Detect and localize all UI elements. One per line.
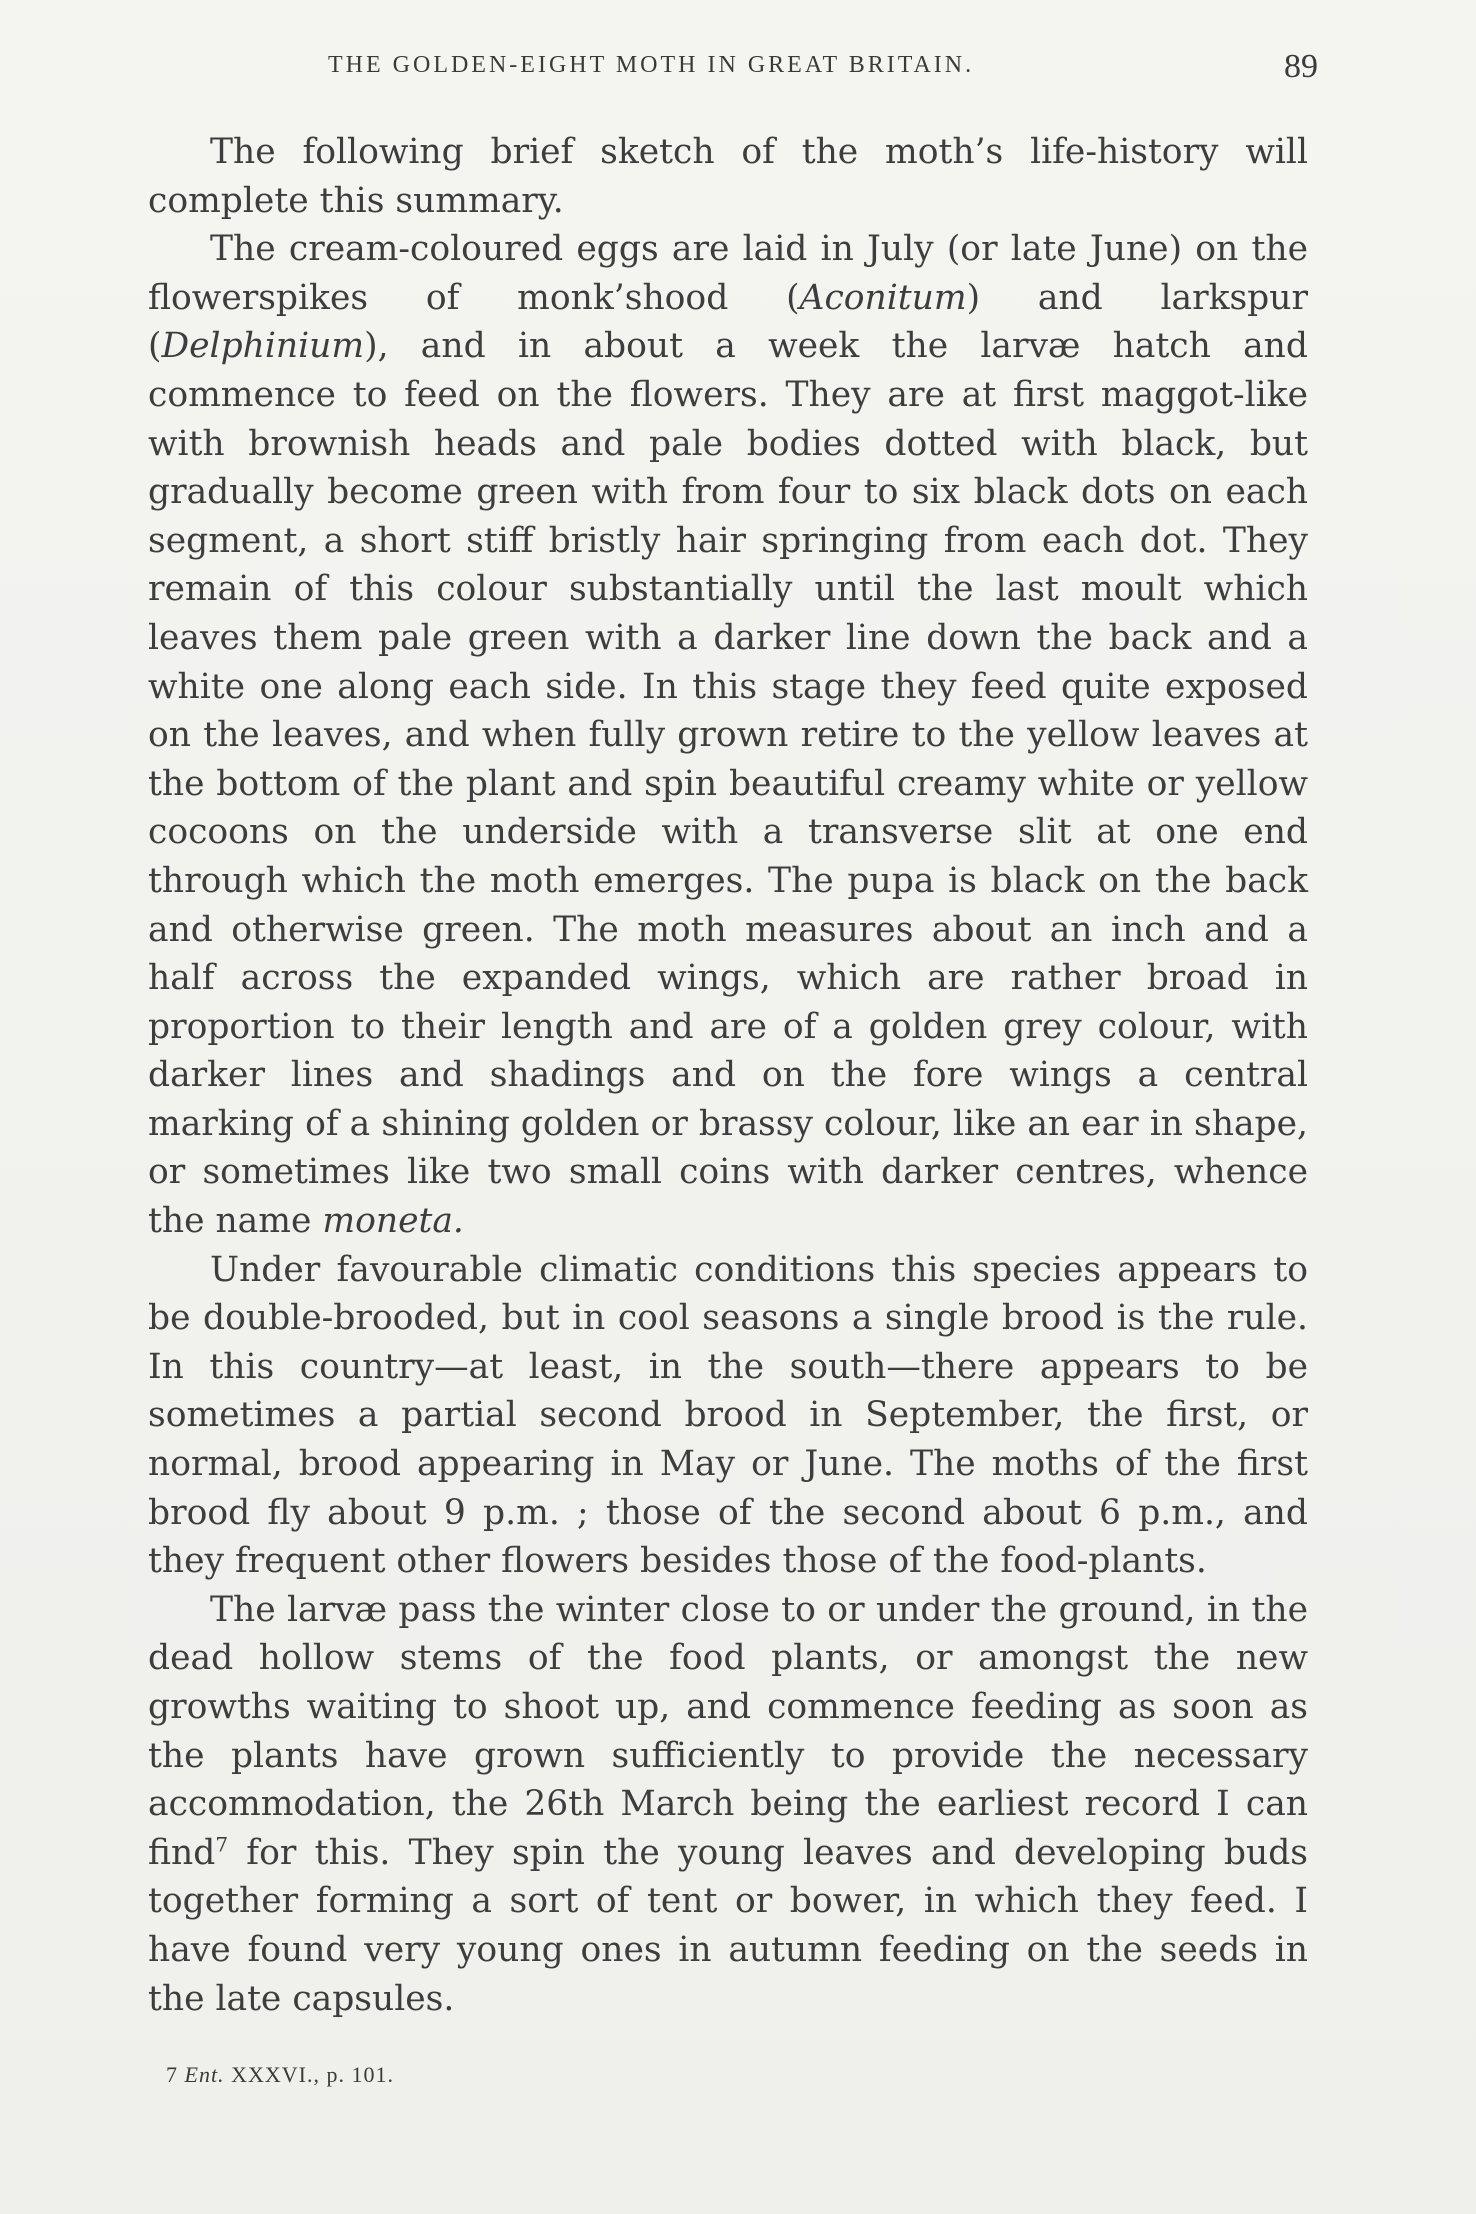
genus-delphinium: Delphinium [161, 326, 365, 367]
life-history-text-c: ), and in about a week the larvæ hatch and commence to feed on the flowers. They are at first maggot-like with brownish heads and pale bodies dotted with black, but gradually become green with from four to six black dots on each segment, a short stiff bristly hair springing from each dot. They remain of this colour substantially until the last moult which leaves them pale green with a darker line down the back and a white one along each side. In this stage they feed quite exposed on the leaves, and when fully grown retire to the yellow leaves at the bottom of the plant and spin beautiful creamy white or yellow cocoons on the underside with a transverse slit at one end through which the moth emerges. The pupa is black on the back and otherwise green. The moth measures about an inch and a half across the expanded wings, which are rather broad in proportion to their length and are of a golden grey colour, with darker lines and shadings and on the fore wings a central marking of a shining golden or brassy colour, like an ear in shape, or sometimes like two small coins with darker centres, whence the name [148, 326, 1308, 1242]
paragraph-broods [148, 1246, 1308, 1586]
paragraph-life-history [148, 225, 1308, 1245]
footnote [166, 2062, 394, 2088]
genus-aconitum: Aconitum [799, 277, 967, 318]
footnote-number: 7 [166, 2062, 178, 2087]
footnote-reference[interactable]: 7 [215, 1832, 229, 1857]
paragraph-larvae-winter [148, 1586, 1308, 2023]
paragraph-intro [148, 128, 1308, 225]
life-history-text-a: The cream-coloured eggs are laid in July (or late June) on the flowerspikes of monk’shood ( [148, 229, 1308, 318]
body-text [148, 128, 1308, 2023]
page-number: 89 [1284, 48, 1318, 85]
footnote-ref: XXXVI., p. 101. [231, 2062, 394, 2087]
species-moneta: moneta. [322, 1201, 464, 1242]
running-head [146, 48, 1336, 92]
running-title: THE GOLDEN-EIGHT MOTH IN GREAT BRITAIN. [328, 52, 975, 78]
life-history-text-b: ) and larkspur ( [148, 277, 1308, 367]
paragraph-broods-text: Under favourable climatic conditions this species appears to be double-brooded, but in cool seasons a single brood is the rule. In this country—at least, in the south—there appears to be sometimes a partial second brood in September, the first, or normal, brood appearing in May or June. The moths of the first brood fly about 9 p.m. ; those of the second about 6 p.m., and they frequent other flowers besides those of the food-plants. [148, 1249, 1308, 1582]
footnote-source: Ent. [184, 2062, 225, 2087]
larvae-winter-text-b: for this. They spin the young leaves and developing buds together forming a sort of tent or bower, in which they feed. I have found very young ones in autumn feeding on the seeds in the late capsules. [148, 1832, 1308, 2019]
paragraph-intro-text: The following brief sketch of the moth’s life-history will complete this summary. [148, 132, 1308, 221]
larvae-winter-text-a: The larvæ pass the winter close to or under the ground, in the dead hollow stems of the food plants, or amongst the new growths waiting to shoot up, and commence feeding as soon as the plants have grown sufficiently to provide the necessary accommodation, the 26th March being the earliest record I can find [148, 1589, 1308, 1873]
